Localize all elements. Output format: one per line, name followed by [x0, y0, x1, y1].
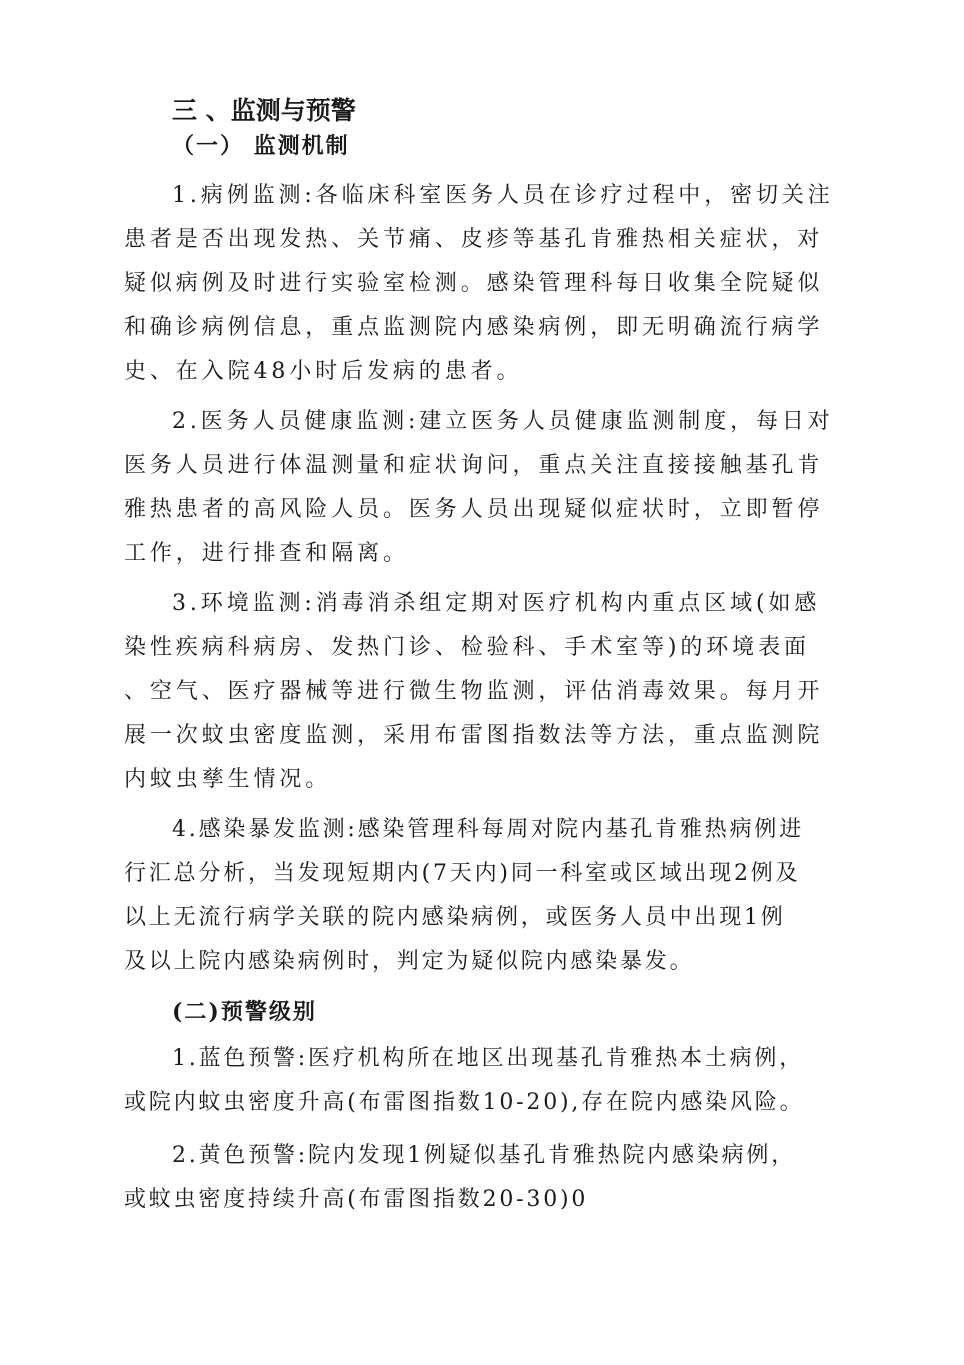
- text-line: 雅热患者的高风险人员。医务人员出现疑似症状时，立即暂停: [124, 497, 824, 522]
- paragraph-yellow-warning: [124, 1134, 844, 1222]
- subheading-warning-levels: (二)预警级别: [172, 999, 317, 1025]
- text-line: 染性疾病科病房、发热门诊、检验科、手术室等)的环境表面: [124, 635, 810, 660]
- section-title: 三 、监测与预警: [172, 96, 356, 125]
- text-line: 展一次蚊虫密度监测，采用布雷图指数法等方法，重点监测院: [124, 723, 824, 748]
- paragraph-environment-monitoring: [124, 582, 844, 802]
- text-line: 2.黄色预警:院内发现1例疑似基孔肯雅热院内感染病例，: [172, 1143, 797, 1168]
- subheading-monitoring-mechanism: （一） 监测机制: [172, 133, 350, 159]
- text-line: 及以上院内感染病例时，判定为疑似院内感染暴发。: [124, 949, 695, 974]
- paragraph-outbreak-monitoring: [124, 808, 844, 984]
- paragraph-case-monitoring: [124, 174, 844, 394]
- text-line: 史、在入院48小时后发病的患者。: [124, 359, 523, 384]
- text-line: 以上无流行病学关联的院内感染病例，或医务人员中出现1例: [124, 905, 786, 930]
- text-line: 、空气、医疗器械等进行微生物监测，评估消毒效果。每月开: [124, 679, 824, 704]
- paragraph-staff-health-monitoring: [124, 400, 844, 576]
- text-line: 4.感染暴发监测:感染管理科每周对院内基孔肯雅热病例进: [172, 817, 805, 842]
- text-line: 3.环境监测:消毒消杀组定期对医疗机构内重点区域(如感: [172, 591, 821, 616]
- text-line: 或蚊虫密度持续升高(布雷图指数20-30)0: [124, 1187, 589, 1212]
- text-line: 或院内蚊虫密度升高(布雷图指数10-20),存在院内感染风险。: [124, 1090, 805, 1115]
- text-line: 2.医务人员健康监测:建立医务人员健康监测制度，每日对: [172, 409, 834, 434]
- text-line: 患者是否出现发热、关节痛、皮疹等基孔肯雅热相关症状，对: [124, 227, 824, 252]
- text-line: 疑似病例及时进行实验室检测。感染管理科每日收集全院疑似: [124, 271, 824, 296]
- text-line: 医务人员进行体温测量和症状询问，重点关注直接接触基孔肯: [124, 453, 824, 478]
- text-line: 1.蓝色预警:医疗机构所在地区出现基孔肯雅热本土病例，: [172, 1046, 805, 1071]
- text-line: 工作，进行排查和隔离。: [124, 541, 409, 566]
- text-line: 和确诊病例信息，重点监测院内感染病例，即无明确流行病学: [124, 315, 824, 340]
- text-line: 1.病例监测:各临床科室医务人员在诊疗过程中，密切关注: [172, 183, 834, 208]
- paragraph-blue-warning: [124, 1037, 844, 1125]
- text-line: 行汇总分析，当发现短期内(7天内)同一科室或区域出现2例及: [124, 861, 801, 886]
- text-line: 内蚊虫孳生情况。: [124, 767, 332, 792]
